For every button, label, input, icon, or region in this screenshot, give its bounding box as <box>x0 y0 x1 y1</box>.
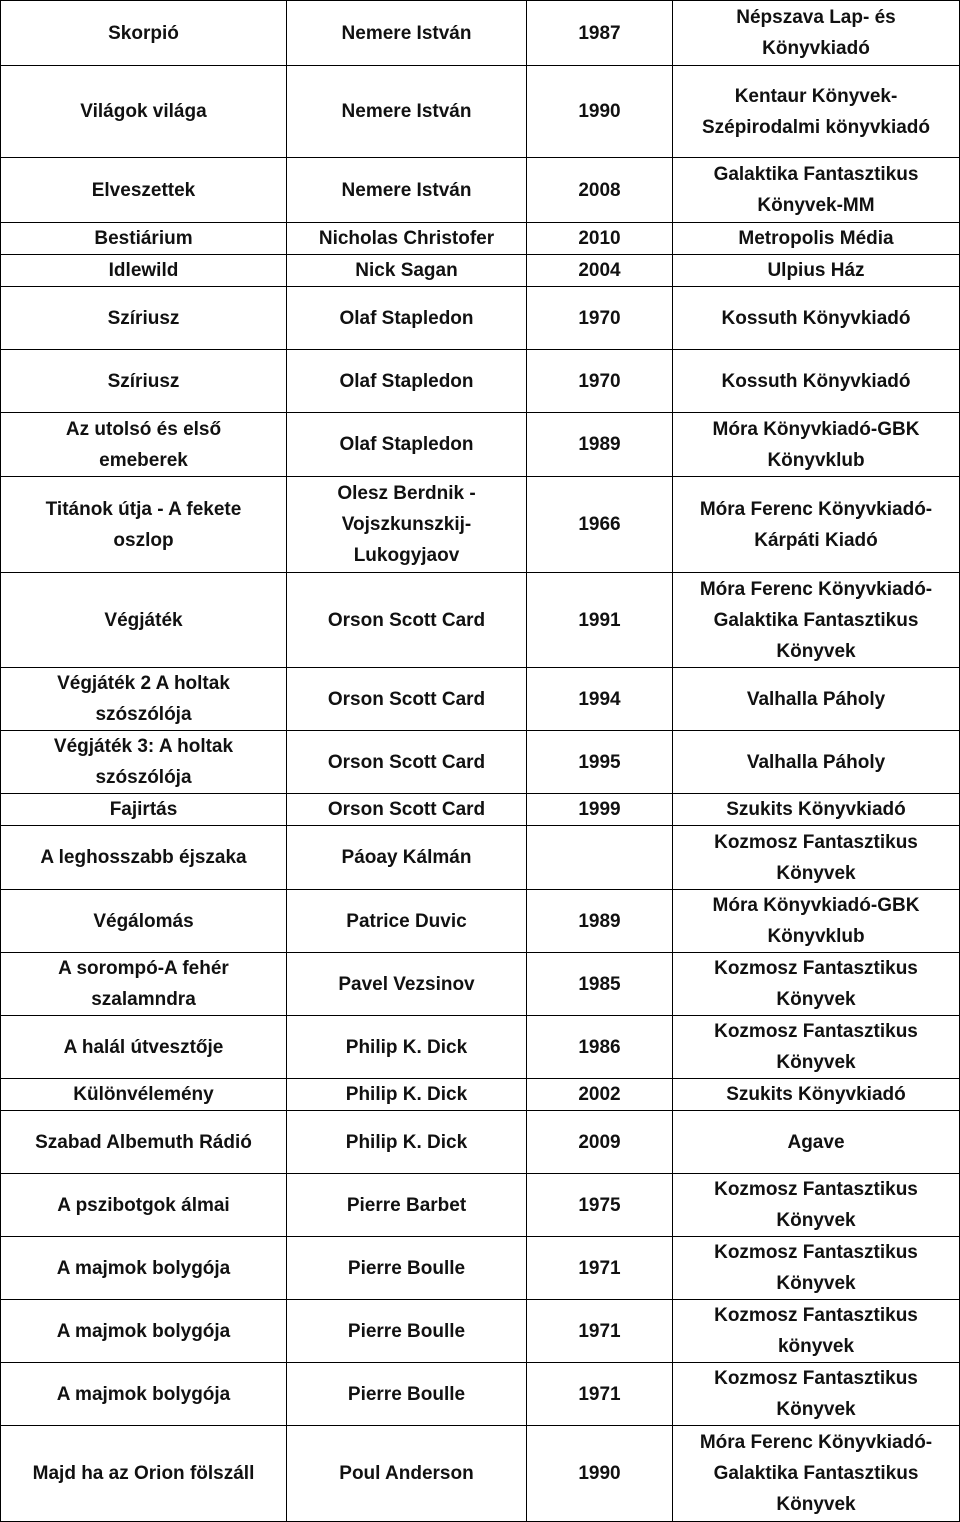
year-cell: 1991 <box>527 573 673 668</box>
year-cell: 1971 <box>527 1363 673 1426</box>
year-cell: 1989 <box>527 890 673 953</box>
table-row <box>1 1426 960 1522</box>
title-cell: Különvélemény <box>1 1079 287 1111</box>
year-cell: 2008 <box>527 158 673 223</box>
table-row <box>1 890 960 953</box>
table-row <box>1 953 960 1016</box>
table-row <box>1 255 960 287</box>
table-row <box>1 731 960 794</box>
title-cell: A halál útvesztője <box>1 1016 287 1079</box>
title-cell: Bestiárium <box>1 223 287 255</box>
author-cell: Nemere István <box>287 158 527 223</box>
publisher-cell: Metropolis Média <box>673 223 960 255</box>
year-cell: 1986 <box>527 1016 673 1079</box>
title-cell: Végjáték 3: A holtak szószólója <box>1 731 287 794</box>
table-row <box>1 223 960 255</box>
publisher-cell: Agave <box>673 1111 960 1174</box>
publisher-cell: Kozmosz Fantasztikus Könyvek <box>673 953 960 1016</box>
table-row <box>1 1016 960 1079</box>
table-row <box>1 1079 960 1111</box>
title-cell: Elveszettek <box>1 158 287 223</box>
year-cell: 1966 <box>527 477 673 573</box>
table-row <box>1 668 960 731</box>
author-cell: Nemere István <box>287 1 527 66</box>
title-cell: Végálomás <box>1 890 287 953</box>
author-cell: Pavel Vezsinov <box>287 953 527 1016</box>
publisher-cell: Kozmosz Fantasztikus Könyvek <box>673 1363 960 1426</box>
author-cell: Nick Sagan <box>287 255 527 287</box>
author-cell: Orson Scott Card <box>287 731 527 794</box>
publisher-cell: Szukits Könyvkiadó <box>673 1079 960 1111</box>
author-cell: Pierre Boulle <box>287 1237 527 1300</box>
year-cell: 1989 <box>527 413 673 477</box>
title-cell: Titánok útja - A fekete oszlop <box>1 477 287 573</box>
title-cell: Idlewild <box>1 255 287 287</box>
title-cell: A majmok bolygója <box>1 1363 287 1426</box>
title-cell: A leghosszabb éjszaka <box>1 826 287 890</box>
year-cell: 2002 <box>527 1079 673 1111</box>
year-cell: 1994 <box>527 668 673 731</box>
year-cell: 1999 <box>527 794 673 826</box>
author-cell: Philip K. Dick <box>287 1079 527 1111</box>
publisher-cell: Kozmosz Fantasztikus Könyvek <box>673 1016 960 1079</box>
title-cell: Végjáték 2 A holtak szószólója <box>1 668 287 731</box>
year-cell: 2009 <box>527 1111 673 1174</box>
table-row <box>1 573 960 668</box>
author-cell: Nemere István <box>287 66 527 158</box>
title-cell: Skorpió <box>1 1 287 66</box>
table-row <box>1 1300 960 1363</box>
table-row <box>1 287 960 350</box>
title-cell: Szabad Albemuth Rádió <box>1 1111 287 1174</box>
title-cell: Végjáték <box>1 573 287 668</box>
publisher-cell: Kozmosz Fantasztikus könyvek <box>673 1300 960 1363</box>
year-cell: 1970 <box>527 350 673 413</box>
year-cell: 2010 <box>527 223 673 255</box>
year-cell <box>527 826 673 890</box>
author-cell: Orson Scott Card <box>287 573 527 668</box>
table-row <box>1 1 960 66</box>
author-cell: Orson Scott Card <box>287 794 527 826</box>
publisher-cell: Galaktika Fantasztikus Könyvek-MM <box>673 158 960 223</box>
publisher-cell: Kozmosz Fantasztikus Könyvek <box>673 1237 960 1300</box>
publisher-cell: Szukits Könyvkiadó <box>673 794 960 826</box>
author-cell: Olaf Stapledon <box>287 413 527 477</box>
table-row <box>1 1363 960 1426</box>
table-row <box>1 1174 960 1237</box>
publisher-cell: Kozmosz Fantasztikus Könyvek <box>673 826 960 890</box>
publisher-cell: Móra Ferenc Könyvkiadó- Galaktika Fantasztikus Könyvek <box>673 573 960 668</box>
year-cell: 1970 <box>527 287 673 350</box>
year-cell: 1985 <box>527 953 673 1016</box>
table-row <box>1 413 960 477</box>
author-cell: Poul Anderson <box>287 1426 527 1522</box>
table-row <box>1 826 960 890</box>
publisher-cell: Kossuth Könyvkiadó <box>673 350 960 413</box>
author-cell: Philip K. Dick <box>287 1016 527 1079</box>
publisher-cell: Ulpius Ház <box>673 255 960 287</box>
table-row <box>1 794 960 826</box>
table-row <box>1 477 960 573</box>
author-cell: Olesz Berdnik - Vojszkunszkij- Lukogyjaov <box>287 477 527 573</box>
title-cell: Szíriusz <box>1 350 287 413</box>
year-cell: 1990 <box>527 66 673 158</box>
author-cell: Nicholas Christofer <box>287 223 527 255</box>
table-row <box>1 350 960 413</box>
table-row <box>1 158 960 223</box>
publisher-cell: Valhalla Páholy <box>673 731 960 794</box>
year-cell: 1995 <box>527 731 673 794</box>
title-cell: Majd ha az Orion fölszáll <box>1 1426 287 1522</box>
publisher-cell: Kossuth Könyvkiadó <box>673 287 960 350</box>
title-cell: A majmok bolygója <box>1 1237 287 1300</box>
year-cell: 1990 <box>527 1426 673 1522</box>
publisher-cell: Kentaur Könyvek- Szépirodalmi könyvkiadó <box>673 66 960 158</box>
year-cell: 1975 <box>527 1174 673 1237</box>
title-cell: A sorompó-A fehér szalamndra <box>1 953 287 1016</box>
publisher-cell: Móra Ferenc Könyvkiadó- Kárpáti Kiadó <box>673 477 960 573</box>
year-cell: 2004 <box>527 255 673 287</box>
author-cell: Philip K. Dick <box>287 1111 527 1174</box>
author-cell: Orson Scott Card <box>287 668 527 731</box>
publisher-cell: Móra Könyvkiadó-GBK Könyvklub <box>673 413 960 477</box>
author-cell: Pierre Boulle <box>287 1300 527 1363</box>
table-row <box>1 66 960 158</box>
publisher-cell: Móra Könyvkiadó-GBK Könyvklub <box>673 890 960 953</box>
author-cell: Olaf Stapledon <box>287 287 527 350</box>
author-cell: Olaf Stapledon <box>287 350 527 413</box>
title-cell: Szíriusz <box>1 287 287 350</box>
author-cell: Páoay Kálmán <box>287 826 527 890</box>
author-cell: Patrice Duvic <box>287 890 527 953</box>
table-row <box>1 1111 960 1174</box>
table-row <box>1 1237 960 1300</box>
publisher-cell: Népszava Lap- és Könyvkiadó <box>673 1 960 66</box>
publisher-cell: Kozmosz Fantasztikus Könyvek <box>673 1174 960 1237</box>
publisher-cell: Valhalla Páholy <box>673 668 960 731</box>
title-cell: A pszibotgok álmai <box>1 1174 287 1237</box>
year-cell: 1971 <box>527 1300 673 1363</box>
author-cell: Pierre Boulle <box>287 1363 527 1426</box>
year-cell: 1971 <box>527 1237 673 1300</box>
publisher-cell: Móra Ferenc Könyvkiadó- Galaktika Fantasztikus Könyvek <box>673 1426 960 1522</box>
year-cell: 1987 <box>527 1 673 66</box>
title-cell: Világok világa <box>1 66 287 158</box>
title-cell: A majmok bolygója <box>1 1300 287 1363</box>
author-cell: Pierre Barbet <box>287 1174 527 1237</box>
title-cell: Fajirtás <box>1 794 287 826</box>
title-cell: Az utolsó és első emeberek <box>1 413 287 477</box>
